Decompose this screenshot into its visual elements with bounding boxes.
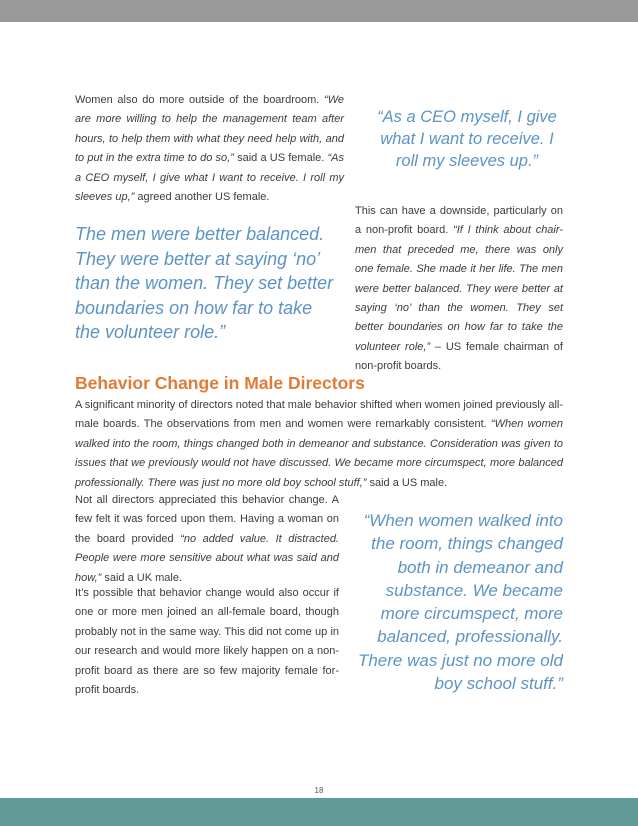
p1-quote-2: “As a CEO myself, I give what I want to receive. I roll my sleeves up,”	[75, 152, 345, 204]
pull-quote-balanced: The men were better balanced. They were better at saying ‘no’ than the women. They set better boundaries on how far to take the volunteer role.”	[75, 224, 334, 342]
pull-quote-ceo: “As a CEO myself, I give what I want to receive. I roll my sleeves up.”	[377, 108, 557, 170]
p2-attribution: – US female chairman of non-profit boards.	[355, 340, 563, 373]
paragraph-behavior-change	[75, 396, 563, 493]
p1-attribution: said a US female.	[233, 152, 328, 165]
p2-text: This can have a downside, particularly on a non-profit board.	[355, 205, 563, 237]
p4-text: Not all directors appreciated this behavior change. A few felt it was forced upon them. Having a woman on the board provided	[75, 494, 339, 545]
pull-quote-women-walked: “When women walked into the room, things changed both in demeanor and substance. We became more circumspect, more balanced, professionally. There was just no more old boy school stuff.”	[357, 511, 563, 694]
header-bar	[0, 0, 638, 22]
p4-quote: “no added value. It distracted. People were more sensitive about what was said and how,”	[75, 532, 339, 584]
paragraph-boardroom	[75, 91, 344, 207]
paragraph-possible: It’s possible that behavior change would also occur if one or more men joined an all-female board, though probably not in the same way. This did not come up in our research and would more likely happen on a non-profit board as there are so few majority female for-profit boards.	[75, 587, 339, 697]
p3-quote: “When women walked into the room, things changed both in demeanor and substance. Consideration was given to issues that we previously would not have discussed. We became more circumspect, more balanced professionally. There was just no more old boy school stuff,”	[75, 418, 563, 489]
p1-text: Women also do more outside of the boardroom.	[75, 94, 325, 106]
p4-attribution: said a UK male.	[101, 571, 182, 584]
p3-text: A significant minority of directors noted that male behavior shifted when women joined previously all-male boards. The observations from men and women were remarkably consistent.	[75, 399, 563, 431]
paragraph-not-all	[75, 491, 339, 588]
section-heading: Behavior Change in Male Directors	[75, 373, 365, 393]
paragraph-downside	[355, 202, 563, 377]
p3-attribution: said a US male.	[366, 476, 448, 489]
page-number: 18	[314, 786, 324, 795]
p2-quote: “If I think about chair-men that preceded me, there was only one female. She made it her life. The men were better balanced. They were better at saying ‘no’ than the women. They set better boundaries on how far to take the volunteer role,”	[355, 224, 563, 353]
p1-quote: “We are more willing to help the management team after hours, to help them with what they need help with, and to put in the extra time to do so,”	[75, 94, 344, 165]
p1-attribution-2: agreed another US female.	[134, 191, 270, 204]
footer-bar	[0, 798, 638, 826]
